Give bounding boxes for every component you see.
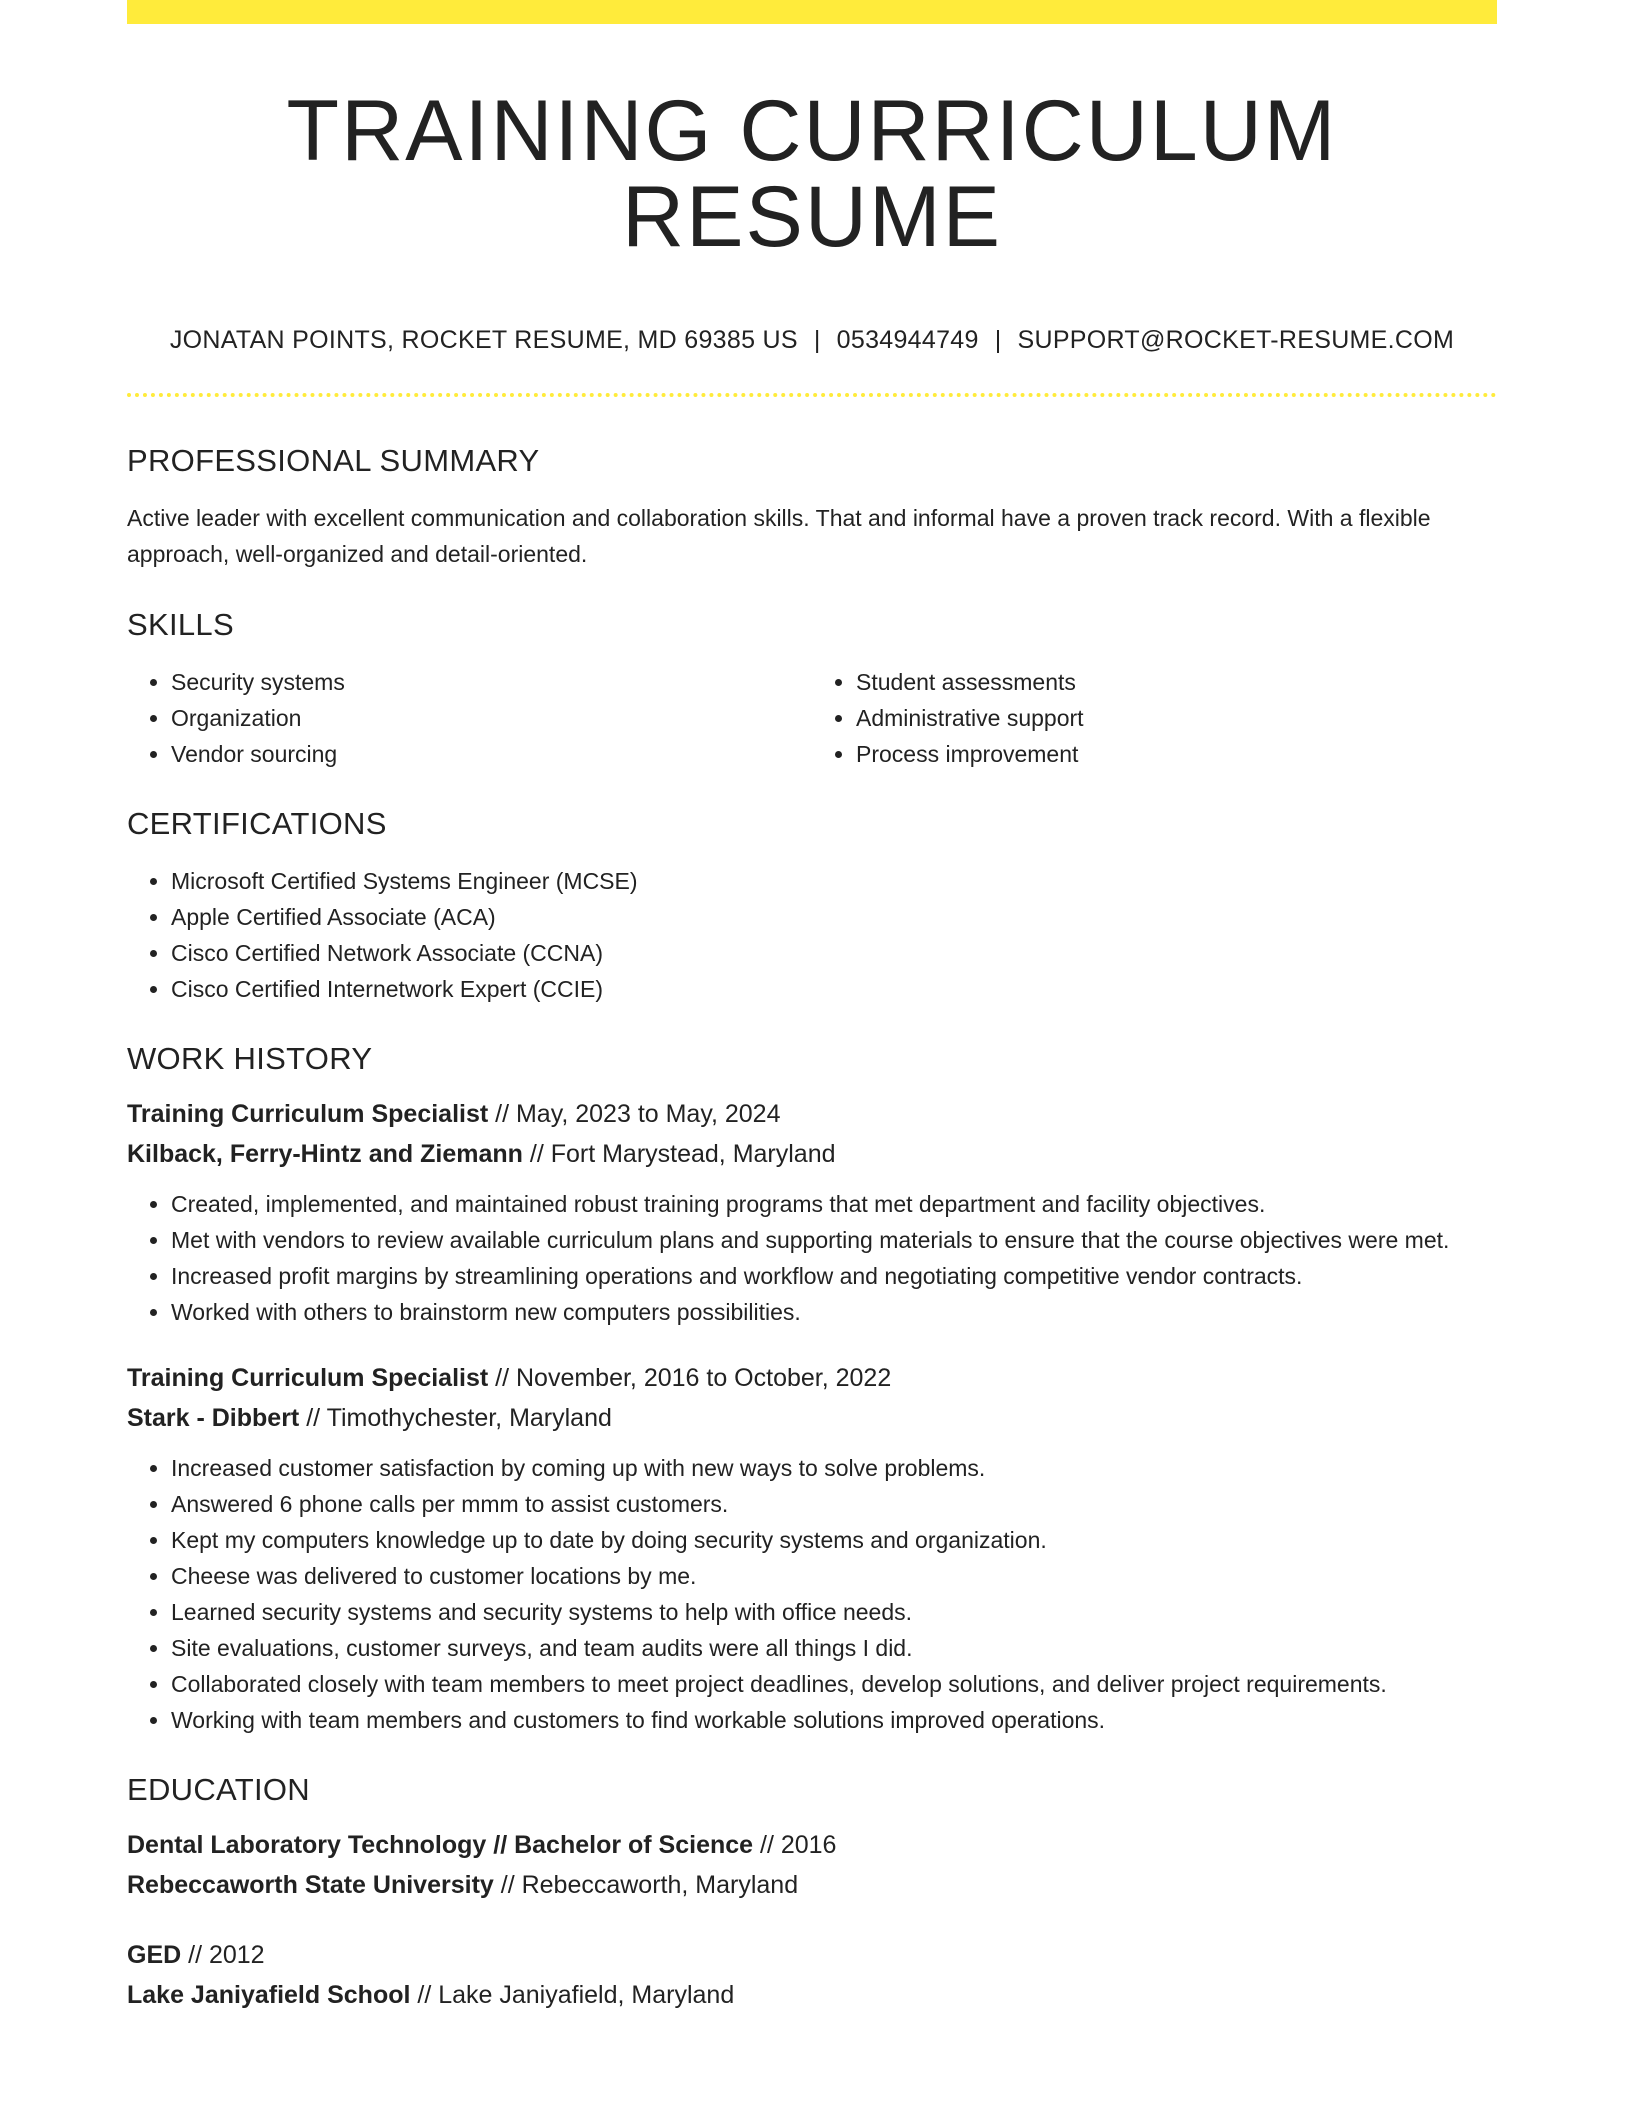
skills-column-left — [127, 664, 812, 772]
certifications-heading: CERTIFICATIONS — [127, 806, 387, 841]
contact-address: JONATAN POINTS, ROCKET RESUME, MD 69385 US — [169, 326, 798, 354]
job-title-line — [127, 1358, 1497, 1398]
job-entry — [127, 1094, 1497, 1330]
school: Rebeccaworth State University — [127, 1871, 494, 1899]
contact-separator: | — [994, 326, 1002, 354]
skill-item: • Vendor sourcing — [171, 736, 812, 772]
job-bullet: • Answered 6 phone calls per mmm to assist customers. — [171, 1486, 1497, 1522]
job-location: // Timothychester, Maryland — [299, 1404, 612, 1432]
job-bullet: • Increased profit margins by streamlining operations and workflow and negotiating competitive vendor contracts. — [171, 1258, 1497, 1294]
certification-item: • Apple Certified Associate (ACA) — [171, 899, 1497, 935]
job-title-line — [127, 1094, 1497, 1134]
certification-item: • Cisco Certified Internetwork Expert (CCIE) — [171, 971, 1497, 1007]
job-bullet: • Worked with others to brainstorm new computers possibilities. — [171, 1294, 1497, 1330]
school-location: // Lake Janiyafield, Maryland — [410, 1981, 735, 2009]
school-line — [127, 1865, 1497, 1905]
job-bullet: • Met with vendors to review available curriculum plans and supporting materials to ensure that the course objectives were met. — [171, 1222, 1497, 1258]
summary-heading: PROFESSIONAL SUMMARY — [127, 443, 540, 478]
job-title: Training Curriculum Specialist — [127, 1364, 489, 1392]
job-title: Training Curriculum Specialist — [127, 1100, 489, 1128]
job-bullet: • Created, implemented, and maintained robust training programs that met department and facility objectives. — [171, 1186, 1497, 1222]
job-company: Kilback, Ferry-Hintz and Ziemann — [127, 1140, 523, 1168]
dotted-divider — [127, 393, 1497, 397]
degree-year: // 2016 — [753, 1831, 837, 1859]
work-history-heading: WORK HISTORY — [127, 1041, 373, 1076]
job-company: Stark - Dibbert — [127, 1404, 300, 1432]
skill-item: • Student assessments — [856, 664, 1497, 700]
education-heading: EDUCATION — [127, 1772, 310, 1807]
job-bullets — [127, 1450, 1497, 1738]
education-entry — [127, 1935, 1497, 2015]
degree-year: // 2012 — [181, 1941, 265, 1969]
skills-column-right — [812, 664, 1497, 772]
skill-item: • Process improvement — [856, 736, 1497, 772]
skills-list — [127, 664, 1497, 772]
job-bullet: • Kept my computers knowledge up to date by doing security systems and organization. — [171, 1522, 1497, 1558]
contact-line — [127, 328, 1497, 353]
degree: Dental Laboratory Technology // Bachelor of Science — [127, 1831, 754, 1859]
skills-heading: SKILLS — [127, 607, 234, 642]
job-dates: // May, 2023 to May, 2024 — [488, 1100, 781, 1128]
contact-phone: 0534944749 — [836, 326, 979, 354]
resume-page — [127, 0, 1497, 2015]
degree-line — [127, 1935, 1497, 1975]
education-entry — [127, 1825, 1497, 1905]
contact-email[interactable]: SUPPORT@ROCKET-RESUME.COM — [1017, 326, 1455, 354]
job-company-line — [127, 1134, 1497, 1174]
job-company-line — [127, 1398, 1497, 1438]
skill-item: • Administrative support — [856, 700, 1497, 736]
certifications-list — [127, 863, 1497, 1007]
job-bullet: • Cheese was delivered to customer locations by me. — [171, 1558, 1497, 1594]
school: Lake Janiyafield School — [127, 1981, 411, 2009]
certification-item: • Microsoft Certified Systems Engineer (MCSE) — [171, 863, 1497, 899]
skill-item: • Security systems — [171, 664, 812, 700]
job-entry — [127, 1358, 1497, 1738]
school-line — [127, 1975, 1497, 2015]
job-bullet: • Site evaluations, customer surveys, and team audits were all things I did. — [171, 1630, 1497, 1666]
job-bullet: • Learned security systems and security systems to help with office needs. — [171, 1594, 1497, 1630]
job-dates: // November, 2016 to October, 2022 — [488, 1364, 892, 1392]
job-location: // Fort Marystead, Maryland — [522, 1140, 836, 1168]
degree-line — [127, 1825, 1497, 1865]
job-bullet: • Collaborated closely with team members to meet project deadlines, develop solutions, and deliver project requirements. — [171, 1666, 1497, 1702]
resume-title: TRAINING CURRICULUM RESUME — [286, 83, 1338, 265]
skill-item: • Organization — [171, 700, 812, 736]
job-bullet: • Increased customer satisfaction by coming up with new ways to solve problems. — [171, 1450, 1497, 1486]
school-location: // Rebeccaworth, Maryland — [493, 1871, 799, 1899]
certification-item: • Cisco Certified Network Associate (CCNA) — [171, 935, 1497, 971]
degree: GED — [127, 1941, 182, 1969]
top-accent-bar — [127, 0, 1497, 24]
summary-text: Active leader with excellent communication and collaboration skills. That and informal have a proven track record. With a flexible approach, well-organized and detail-oriented. — [127, 505, 1431, 567]
contact-separator: | — [813, 326, 821, 354]
job-bullet: • Working with team members and customers to find workable solutions improved operations. — [171, 1702, 1497, 1738]
job-bullets — [127, 1186, 1497, 1330]
